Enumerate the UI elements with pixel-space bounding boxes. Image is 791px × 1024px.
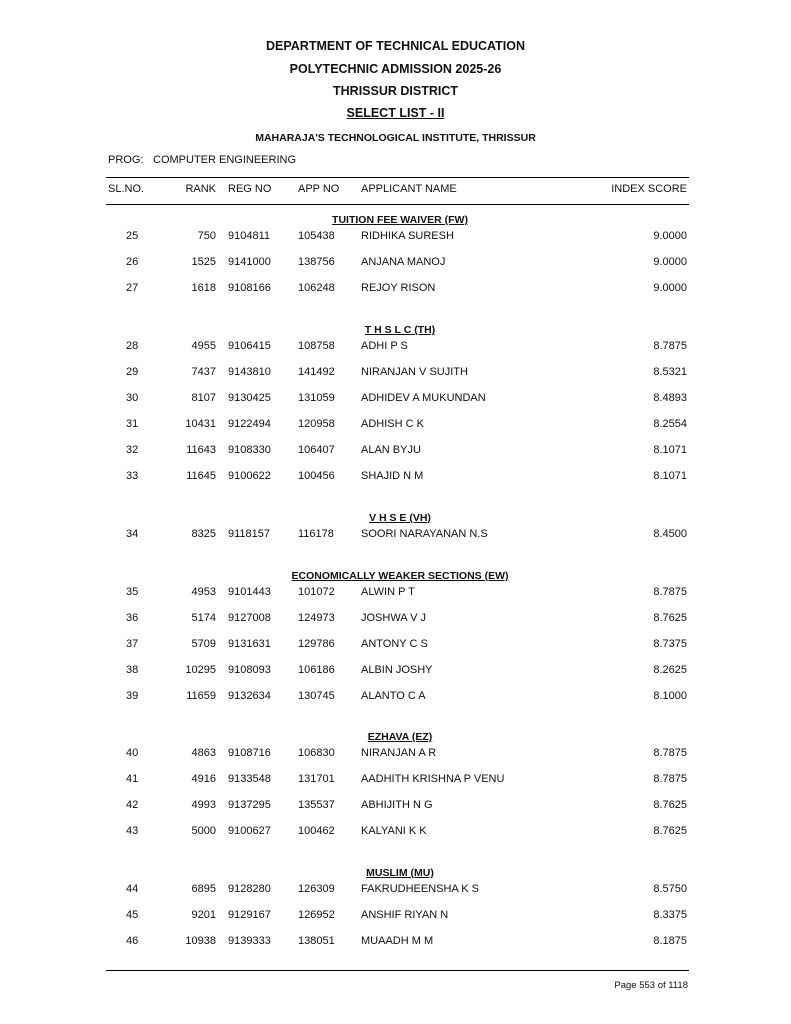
reg-no-cell: 9100622 bbox=[228, 470, 271, 482]
applicant-name-cell: FAKRUDHEENSHA K S bbox=[361, 883, 479, 895]
section-heading: T H S L C (TH) bbox=[364, 324, 436, 336]
rank-cell: 5174 bbox=[191, 612, 216, 624]
rank-cell: 11645 bbox=[186, 470, 216, 482]
section-heading: V H S E (VH) bbox=[369, 512, 431, 524]
header-admission: POLYTECHNIC ADMISSION 2025-26 bbox=[289, 62, 502, 76]
program-value: COMPUTER ENGINEERING bbox=[153, 154, 297, 166]
reg-no-cell: 9108166 bbox=[228, 282, 271, 294]
reg-no-cell: 9130425 bbox=[228, 392, 271, 404]
app-no-cell: 116178 bbox=[298, 528, 334, 540]
section-heading: TUITION FEE WAIVER (FW) bbox=[332, 214, 468, 226]
rank-cell: 7437 bbox=[191, 366, 216, 378]
sl-no-cell: 35 bbox=[126, 586, 139, 598]
table-header-rule bbox=[106, 204, 689, 205]
applicant-name-cell: ANJANA MANOJ bbox=[361, 256, 446, 268]
index-score-cell: 8.7625 bbox=[653, 799, 687, 811]
app-no-cell: 126309 bbox=[298, 883, 335, 895]
reg-no-cell: 9137295 bbox=[228, 799, 271, 811]
rank-cell: 10431 bbox=[185, 418, 216, 430]
index-score-cell: 8.3375 bbox=[653, 909, 687, 921]
index-score-cell: 9.0000 bbox=[653, 230, 687, 242]
app-no-cell: 138051 bbox=[298, 935, 335, 947]
applicant-name-cell: ADHISH C K bbox=[361, 418, 424, 430]
sl-no-cell: 41 bbox=[126, 773, 139, 785]
reg-no-cell: 9108330 bbox=[228, 444, 271, 456]
app-no-cell: 126952 bbox=[298, 909, 335, 921]
app-no-cell: 135537 bbox=[298, 799, 335, 811]
reg-no-cell: 9100627 bbox=[228, 825, 271, 837]
app-no-cell: 105438 bbox=[298, 230, 335, 242]
applicant-name-cell: ADHIDEV A MUKUNDAN bbox=[361, 392, 486, 404]
institute-name: MAHARAJA'S TECHNOLOGICAL INSTITUTE, THRISSUR bbox=[255, 132, 536, 144]
index-score-cell: 8.2554 bbox=[653, 418, 687, 430]
rank-cell: 4863 bbox=[191, 747, 216, 759]
applicant-name-cell: ABHIJITH N G bbox=[361, 799, 433, 811]
applicant-name-cell: RIDHIKA SURESH bbox=[361, 230, 454, 242]
app-no-cell: 130745 bbox=[298, 690, 335, 702]
app-no-cell: 129786 bbox=[298, 638, 335, 650]
rank-cell: 6895 bbox=[191, 883, 216, 895]
rank-cell: 8325 bbox=[191, 528, 216, 540]
table-bottom-rule bbox=[106, 970, 689, 971]
index-score-cell: 8.4893 bbox=[653, 392, 687, 404]
table-top-rule bbox=[106, 177, 689, 178]
app-no-cell: 108758 bbox=[298, 340, 335, 352]
applicant-name-cell: ALAN BYJU bbox=[361, 444, 421, 456]
sl-no-cell: 42 bbox=[126, 799, 139, 811]
index-score-cell: 8.4500 bbox=[653, 528, 687, 540]
reg-no-cell: 9101443 bbox=[228, 586, 271, 598]
sl-no-cell: 44 bbox=[126, 883, 139, 895]
applicant-name-cell: SOORI NARAYANAN N.S bbox=[361, 528, 488, 540]
header-department: DEPARTMENT OF TECHNICAL EDUCATION bbox=[265, 39, 526, 53]
sl-no-cell: 26 bbox=[126, 256, 139, 268]
app-no-cell: 106186 bbox=[298, 664, 335, 676]
applicant-name-cell: ADHI P S bbox=[361, 340, 408, 352]
index-score-cell: 8.1071 bbox=[653, 444, 687, 456]
index-score-cell: 8.5321 bbox=[653, 366, 687, 378]
applicant-name-cell: NIRANJAN A R bbox=[361, 747, 437, 759]
index-score-cell: 9.0000 bbox=[653, 282, 687, 294]
applicant-name-cell: ALBIN JOSHY bbox=[361, 664, 433, 676]
app-no-cell: 106248 bbox=[298, 282, 335, 294]
sl-no-cell: 36 bbox=[126, 612, 139, 624]
header-list-title: SELECT LIST - II bbox=[346, 106, 445, 120]
reg-no-cell: 9127008 bbox=[228, 612, 271, 624]
app-no-cell: 131701 bbox=[298, 773, 335, 785]
applicant-name-cell: SHAJID N M bbox=[361, 470, 424, 482]
applicant-name-cell: ANSHIF RIYAN N bbox=[361, 909, 449, 921]
reg-no-cell: 9143810 bbox=[228, 366, 271, 378]
col-score: INDEX SCORE bbox=[611, 183, 687, 195]
app-no-cell: 101072 bbox=[298, 586, 335, 598]
index-score-cell: 9.0000 bbox=[653, 256, 687, 268]
rank-cell: 8107 bbox=[191, 392, 216, 404]
sl-no-cell: 39 bbox=[126, 690, 139, 702]
sl-no-cell: 37 bbox=[126, 638, 139, 650]
section-heading: EZHAVA (EZ) bbox=[367, 731, 433, 743]
col-slno: SL.NO. bbox=[108, 183, 145, 195]
index-score-cell: 8.1875 bbox=[653, 935, 687, 947]
app-no-cell: 138756 bbox=[298, 256, 335, 268]
index-score-cell: 8.5750 bbox=[653, 883, 687, 895]
app-no-cell: 131059 bbox=[298, 392, 335, 404]
index-score-cell: 8.7875 bbox=[653, 747, 687, 759]
sl-no-cell: 28 bbox=[126, 340, 139, 352]
page-number: Page 553 of 1118 bbox=[614, 980, 688, 991]
applicant-name-cell: JOSHWA V J bbox=[361, 612, 426, 624]
app-no-cell: 100462 bbox=[298, 825, 335, 837]
sl-no-cell: 27 bbox=[126, 282, 139, 294]
app-no-cell: 124973 bbox=[298, 612, 335, 624]
rank-cell: 4953 bbox=[191, 586, 216, 598]
reg-no-cell: 9131631 bbox=[228, 638, 271, 650]
rank-cell: 11659 bbox=[186, 690, 216, 702]
applicant-name-cell: ANTONY C S bbox=[361, 638, 428, 650]
reg-no-cell: 9141000 bbox=[228, 256, 271, 268]
reg-no-cell: 9104811 bbox=[228, 230, 271, 242]
program-line bbox=[108, 154, 296, 166]
sl-no-cell: 33 bbox=[126, 470, 139, 482]
applicant-name-cell: NIRANJAN V SUJITH bbox=[361, 366, 468, 378]
app-no-cell: 100456 bbox=[298, 470, 335, 482]
sl-no-cell: 32 bbox=[126, 444, 139, 456]
col-name: APPLICANT NAME bbox=[361, 183, 457, 195]
reg-no-cell: 9118157 bbox=[228, 528, 271, 540]
rank-cell: 5000 bbox=[191, 825, 216, 837]
program-label: PROG: bbox=[108, 154, 144, 166]
rank-cell: 4993 bbox=[191, 799, 216, 811]
reg-no-cell: 9122494 bbox=[228, 418, 271, 430]
rank-cell: 1525 bbox=[191, 256, 216, 268]
sl-no-cell: 25 bbox=[126, 230, 139, 242]
applicant-name-cell: AADHITH KRISHNA P VENU bbox=[361, 773, 505, 785]
app-no-cell: 106830 bbox=[298, 747, 335, 759]
applicant-name-cell: ALWIN P T bbox=[361, 586, 415, 598]
rank-cell: 9201 bbox=[191, 909, 216, 921]
app-no-cell: 106407 bbox=[298, 444, 335, 456]
index-score-cell: 8.1000 bbox=[653, 690, 687, 702]
rank-cell: 4955 bbox=[191, 340, 216, 352]
rank-cell: 750 bbox=[197, 230, 216, 242]
section-heading: MUSLIM (MU) bbox=[366, 867, 434, 879]
sl-no-cell: 30 bbox=[126, 392, 139, 404]
applicant-name-cell: KALYANI K K bbox=[361, 825, 427, 837]
index-score-cell: 8.2625 bbox=[653, 664, 687, 676]
col-regno: REG NO bbox=[228, 183, 272, 195]
sl-no-cell: 31 bbox=[126, 418, 139, 430]
section-heading: ECONOMICALLY WEAKER SECTIONS (EW) bbox=[291, 570, 509, 582]
applicant-name-cell: MUAADH M M bbox=[361, 935, 434, 947]
app-no-cell: 141492 bbox=[298, 366, 335, 378]
reg-no-cell: 9132634 bbox=[228, 690, 271, 702]
index-score-cell: 8.7875 bbox=[653, 340, 687, 352]
reg-no-cell: 9108093 bbox=[228, 664, 271, 676]
sl-no-cell: 34 bbox=[126, 528, 139, 540]
reg-no-cell: 9108716 bbox=[228, 747, 271, 759]
index-score-cell: 8.7875 bbox=[653, 586, 687, 598]
col-rank: RANK bbox=[185, 183, 216, 195]
index-score-cell: 8.7625 bbox=[653, 825, 687, 837]
app-no-cell: 120958 bbox=[298, 418, 335, 430]
index-score-cell: 8.7375 bbox=[653, 638, 687, 650]
sl-no-cell: 29 bbox=[126, 366, 139, 378]
rank-cell: 4916 bbox=[191, 773, 216, 785]
sl-no-cell: 45 bbox=[126, 909, 139, 921]
index-score-cell: 8.1071 bbox=[653, 470, 687, 482]
reg-no-cell: 9128280 bbox=[228, 883, 271, 895]
rank-cell: 10295 bbox=[185, 664, 216, 676]
applicant-name-cell: REJOY RISON bbox=[361, 282, 436, 294]
col-appno: APP NO bbox=[298, 183, 340, 195]
rank-cell: 5709 bbox=[191, 638, 216, 650]
reg-no-cell: 9106415 bbox=[228, 340, 271, 352]
sl-no-cell: 40 bbox=[126, 747, 139, 759]
applicant-name-cell: ALANTO C A bbox=[361, 690, 426, 702]
sl-no-cell: 46 bbox=[126, 935, 139, 947]
sl-no-cell: 38 bbox=[126, 664, 139, 676]
reg-no-cell: 9133548 bbox=[228, 773, 271, 785]
reg-no-cell: 9139333 bbox=[228, 935, 271, 947]
index-score-cell: 8.7875 bbox=[653, 773, 687, 785]
index-score-cell: 8.7625 bbox=[653, 612, 687, 624]
reg-no-cell: 9129167 bbox=[228, 909, 271, 921]
sl-no-cell: 43 bbox=[126, 825, 139, 837]
rank-cell: 10938 bbox=[185, 935, 216, 947]
rank-cell: 11643 bbox=[186, 444, 216, 456]
header-district: THRISSUR DISTRICT bbox=[333, 84, 458, 98]
rank-cell: 1618 bbox=[191, 282, 216, 294]
